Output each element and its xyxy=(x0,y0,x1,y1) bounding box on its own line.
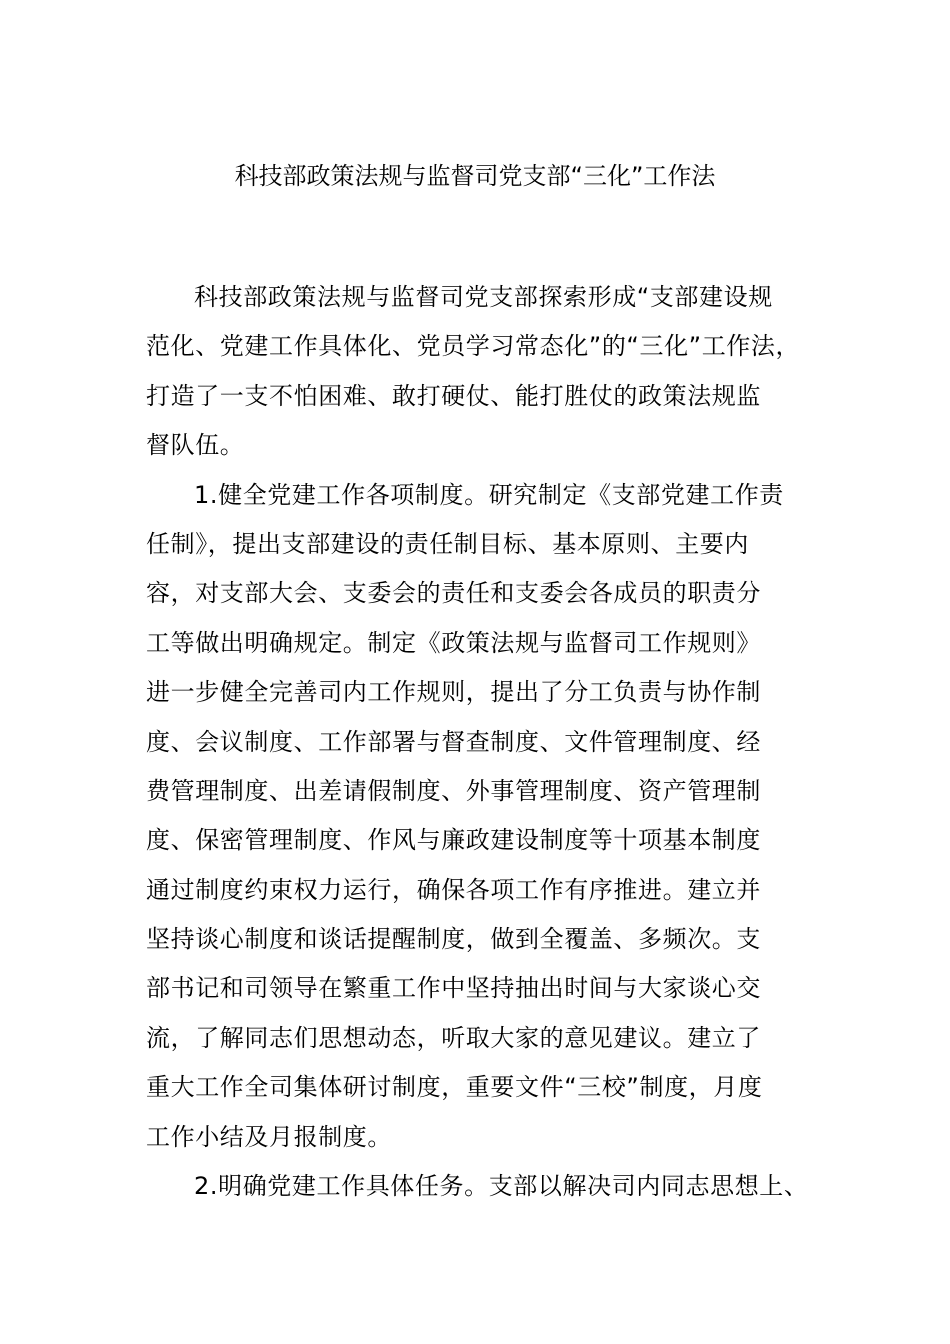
paragraph-intro-line-3: 打造了一支不怕困难、敢打硬仗、能打胜仗的政策法规监 xyxy=(146,381,761,410)
paragraph-1-line-12: 流，了解同志们思想动态，听取大家的意见建议。建立了 xyxy=(146,1023,761,1052)
paragraph-1-line-5: 进一步健全完善司内工作规则，提出了分工负责与协作制 xyxy=(146,678,761,707)
paragraph-1-line-8: 度、保密管理制度、作风与廉政建设制度等十项基本制度 xyxy=(146,826,761,855)
paragraph-1-line-1: 1.健全党建工作各项制度。研究制定《支部党建工作责 xyxy=(194,480,784,509)
paragraph-1-line-3: 容，对支部大会、支委会的责任和支委会各成员的职责分 xyxy=(146,579,761,608)
paragraph-1-line-11: 部书记和司领导在繁重工作中坚持抽出时间与大家谈心交 xyxy=(146,974,761,1003)
paragraph-1-line-13: 重大工作全司集体研讨制度，重要文件“三校”制度，月度 xyxy=(146,1073,763,1102)
paragraph-1-line-14: 工作小结及月报制度。 xyxy=(146,1122,392,1151)
paragraph-1-line-7: 费管理制度、出差请假制度、外事管理制度、资产管理制 xyxy=(146,776,761,805)
paragraph-intro-line-1: 科技部政策法规与监督司党支部探索形成“支部建设规 xyxy=(194,283,773,311)
paragraph-1-line-10: 坚持谈心制度和谈话提醒制度，做到全覆盖、多频次。支 xyxy=(146,925,761,954)
paragraph-1-line-9: 通过制度约束权力运行，确保各项工作有序推进。建立并 xyxy=(146,875,761,904)
paragraph-intro-line-4: 督队伍。 xyxy=(146,431,245,460)
document-title: 科技部政策法规与监督司党支部“三化”工作法 xyxy=(234,162,716,190)
document-body xyxy=(146,273,826,1211)
paragraph-1-line-4: 工等做出明确规定。制定《政策法规与监督司工作规则》 xyxy=(146,628,761,657)
paragraph-2-line-1: 2.明确党建工作具体任务。支部以解决司内同志思想上、 xyxy=(194,1172,809,1201)
paragraph-intro-line-2: 范化、党建工作具体化、党员学习常态化”的“三化”工作法， xyxy=(146,332,801,361)
paragraph-1-line-2: 任制》，提出支部建设的责任制目标、基本原则、主要内 xyxy=(146,529,749,558)
paragraph-1-line-6: 度、会议制度、工作部署与督查制度、文件管理制度、经 xyxy=(146,727,761,756)
